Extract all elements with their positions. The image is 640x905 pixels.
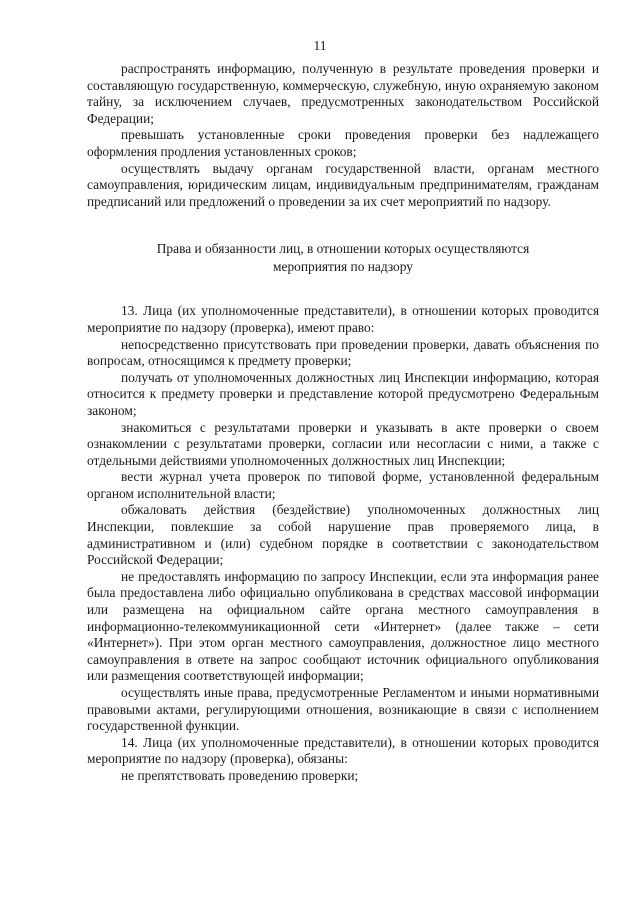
paragraph: не препятствовать проведению проверки; xyxy=(121,767,359,783)
clause-14-intro: 14. Лица (их уполномоченные представители), в отношении которых проводится мероприятие по надзору (проверка), обязаны: xyxy=(87,734,599,767)
paragraph: не предоставлять информацию по запросу Инспекции, если эта информация ранее была предоставлена либо официально опубликована в средствах массовой информации или размещена на официальном сайте органа местного самоуправления в информационно-телекоммуникационной сети «Интернет» (далее также – сети «Интернет»). При этом орган местного самоуправления, должностное лицо местного самоуправления в ответе на запрос сообщают источник официального опубликования или размещения соответствующей информации; xyxy=(87,568,599,684)
clause-13-intro: 13. Лица (их уполномоченные представители), в отношении которых проводится мероприятие по надзору (проверка), имеют право: xyxy=(87,303,599,335)
section-heading-line: мероприятия по надзору xyxy=(273,258,413,274)
page-number: 11 xyxy=(313,38,327,53)
section-heading xyxy=(87,240,599,275)
section-heading-line: Права и обязанности лиц, в отношении которых осуществляются xyxy=(156,241,530,257)
paragraph: осуществлять иные права, предусмотренные Регламентом и иными нормативными правовыми актами, регулирующими отношения, возникающие в связи с исполнением государственной функции. xyxy=(87,685,599,734)
paragraph: обжаловать действия (бездействие) уполномоченных должностных лиц Инспекции, повлекшие за собой нарушение прав проверяемого лица, в административном и (или) судебном порядке в соответствии с законодательством Российской Федерации; xyxy=(87,502,599,568)
paragraph: вести журнал учета проверок по типовой форме, установленной федеральным органом исполнительной власти; xyxy=(87,469,599,501)
paragraph: непосредственно присутствовать при проведении проверки, давать объяснения по вопросам, относящимся к предмету проверки; xyxy=(87,336,599,369)
paragraph: знакомиться с результатами проверки и указывать в акте проверки о своем ознакомлении с результатами проверки, согласии или несогласии с ними, а также с отдельными действиями уполномоченных должностных лиц Инспекции; xyxy=(87,419,599,468)
paragraph: осуществлять выдачу органам государственной власти, органам местного самоуправления, юридическим лицам, индивидуальным предпринимателям, гражданам предписаний или предложений о проведении за их счет мероприятий по надзору. xyxy=(87,160,599,209)
paragraph: распространять информацию, полученную в результате проведения проверки и составляющую государственную, коммерческую, служебную, иную охраняемую законом тайну, за исключением случаев, предусмотренных законодательством Российской Федерации; xyxy=(87,61,599,126)
paragraph: превышать установленные сроки проведения проверки без надлежащего оформления продления установленных сроков; xyxy=(87,127,599,159)
page-content xyxy=(87,61,599,785)
paragraph: получать от уполномоченных должностных лиц Инспекции информацию, которая относится к предмету проверки и представление которой предусмотрено Федеральным законом; xyxy=(87,369,599,418)
